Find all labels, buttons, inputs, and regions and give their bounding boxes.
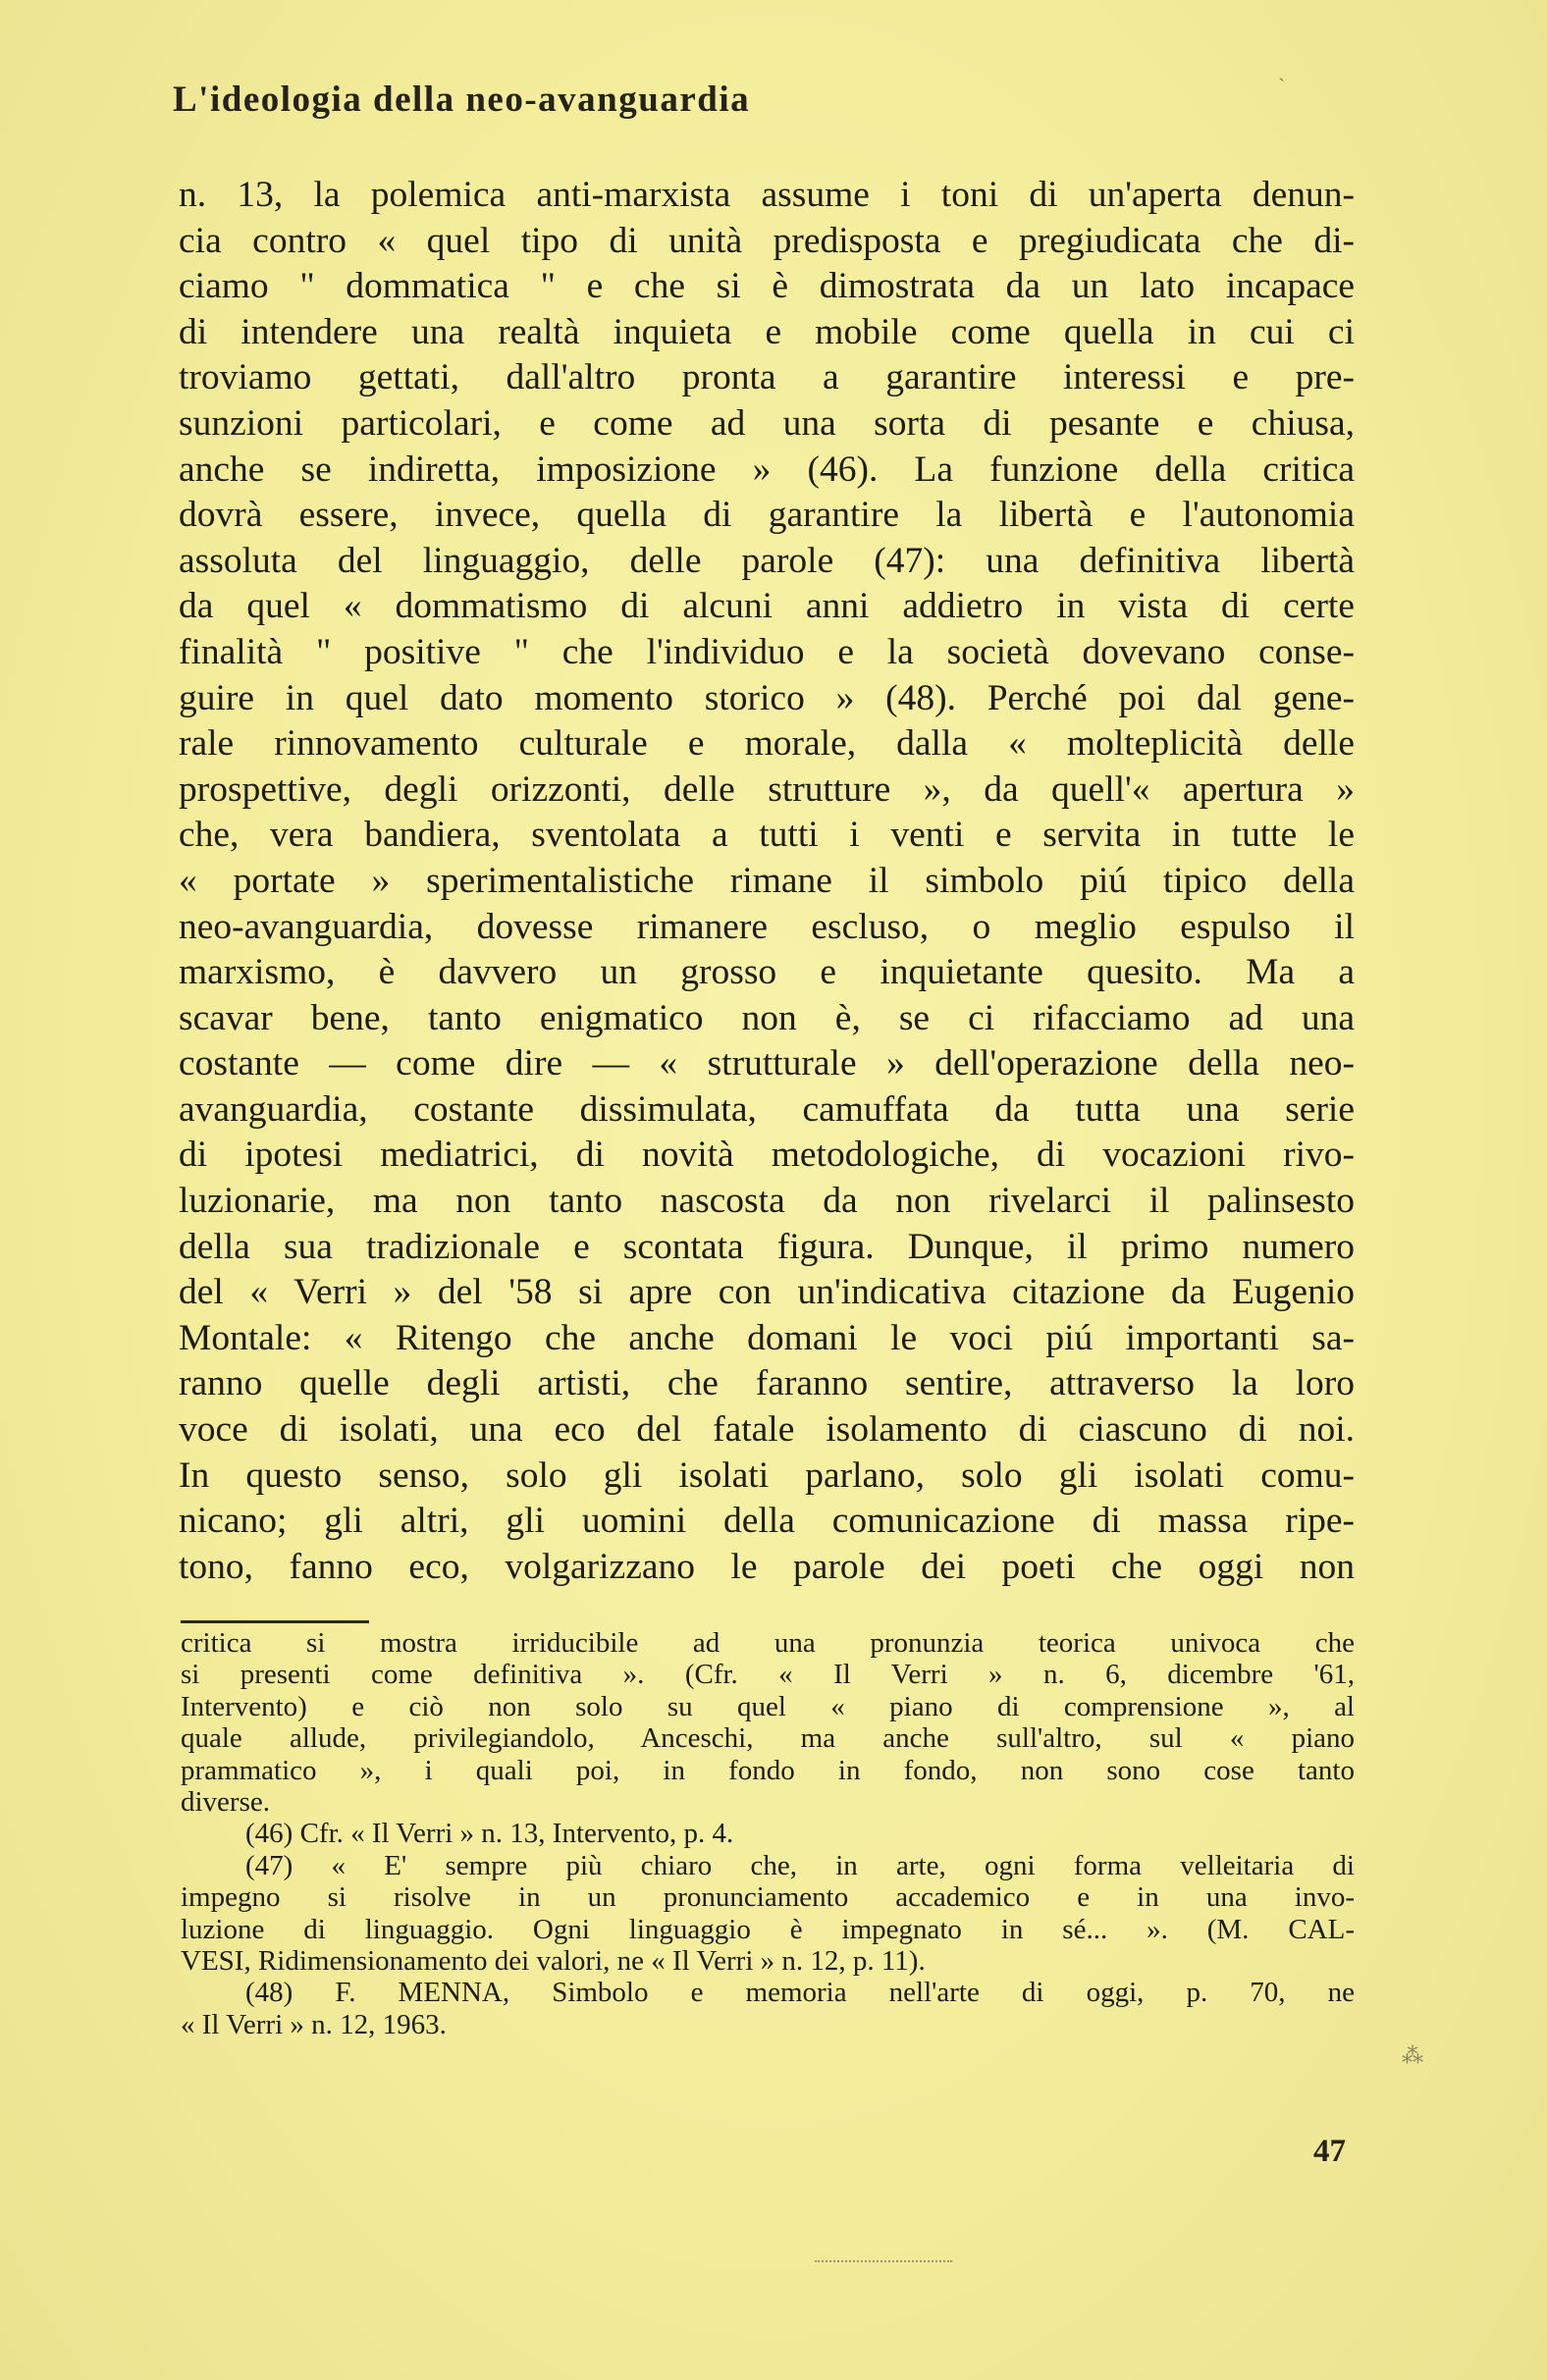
body-line: n. 13, la polemica anti-marxista assume i toni di un'aperta denun- [179, 175, 1355, 215]
body-line: ciamo " dommatica " e che si è dimostrata da un lato incapace [179, 266, 1355, 307]
body-line: che, vera bandiera, sventolata a tutti i venti e servita in tutte le [179, 815, 1355, 856]
footnote-line: Intervento) e ciò non solo su quel « piano di comprensione », al [181, 1690, 1355, 1722]
body-line: voce di isolati, una eco del fatale isolamento di ciascuno di noi. [179, 1409, 1355, 1451]
footnote-line: luzione di linguaggio. Ogni linguaggio è impegnato in sé... ». (M. CAL- [181, 1913, 1355, 1945]
body-line: sunzioni particolari, e come ad una sorta di pesante e chiusa, [179, 402, 1355, 444]
body-text [179, 173, 1355, 1590]
body-line: tono, fanno eco, volgarizzano le parole dei poeti che oggi non [179, 1546, 1355, 1587]
body-line: cia contro « quel tipo di unità predisposta e pregiudicata che di- [179, 220, 1355, 261]
footnotes [181, 1627, 1355, 2040]
body-line: scavar bene, tanto enigmatico non è, se ci rifacciamo ad una [179, 997, 1355, 1038]
body-line: finalità " positive " che l'individuo e la società dovevano conse- [179, 631, 1355, 672]
footnote-line: quale allude, privilegiandolo, Anceschi, ma anche sull'altro, sul « piano [181, 1722, 1355, 1755]
body-line: neo-avanguardia, dovesse rimanere escluso, o meglio espulso il [179, 906, 1355, 947]
body-line: ranno quelle degli artisti, che faranno sentire, attraverso la loro [179, 1363, 1355, 1404]
body-line: assoluta del linguaggio, delle parole (47): una definitiva libertà [179, 540, 1355, 581]
body-line: nicano; gli altri, gli uomini della comunicazione di massa ripe- [179, 1501, 1355, 1542]
body-line: avanguardia, costante dissimulata, camuffata da tutta una serie [179, 1088, 1355, 1130]
paper-speck: ⁂ [1402, 2043, 1423, 2068]
footnote-line: « Il Verri » n. 12, 1963. [181, 2008, 447, 2040]
body-line: dovrà essere, invece, quella di garantire la libertà e l'autonomia [179, 495, 1355, 536]
body-line: da quel « dommatismo di alcuni anni addietro in vista di certe [179, 586, 1355, 627]
body-line: anche se indiretta, imposizione » (46). La funzione della critica [179, 449, 1355, 490]
footnote-line: prammatico », i quali poi, in fondo in fondo, non sono cose tanto [181, 1754, 1355, 1786]
body-line: rale rinnovamento culturale e morale, dalla « molteplicità delle [179, 723, 1355, 765]
paper-speck: ˎ [1278, 57, 1286, 81]
footnote-line: (47) « E' sempre più chiaro che, in arte, ogni forma velleitaria di [245, 1849, 1355, 1881]
footnote-line: si presenti come definitiva ». (Cfr. « Il Verri » n. 6, dicembre '61, [181, 1659, 1355, 1691]
body-line: della sua tradizionale e scontata figura. Dunque, il primo numero [179, 1226, 1355, 1267]
body-line: costante — come dire — « strutturale » dell'operazione della neo- [179, 1043, 1355, 1084]
footnote-line: impegno si risolve in un pronunciamento accademico e in una invo- [181, 1881, 1355, 1914]
body-line: troviamo gettati, dall'altro pronta a garantire interessi e pre- [179, 357, 1355, 398]
footnote-line: VESI, Ridimensionamento dei valori, ne « Il Verri » n. 12, p. 11). [181, 1944, 926, 1977]
body-line: marxismo, è davvero un grosso e inquietante quesito. Ma a [179, 952, 1355, 993]
body-line: In questo senso, solo gli isolati parlano, solo gli isolati comu- [179, 1454, 1355, 1496]
body-line: guire in quel dato momento storico » (48). Perché poi dal gene- [179, 677, 1355, 718]
body-line: luzionarie, ma non tanto nascosta da non rivelarci il palinsesto [179, 1181, 1355, 1222]
footnote-line: (46) Cfr. « Il Verri » n. 13, Intervento, p. 4. [245, 1818, 734, 1850]
body-line: del « Verri » del '58 si apre con un'indicativa citazione da Eugenio [179, 1272, 1355, 1313]
page-number: 47 [1313, 2134, 1346, 2169]
footnote-line: critica si mostra irriducibile ad una pronunzia teorica univoca che [181, 1627, 1355, 1659]
body-line: di ipotesi mediatrici, di novità metodologiche, di vocazioni rivo- [179, 1135, 1355, 1176]
body-line: prospettive, degli orizzonti, delle strutture », da quell'« apertura » [179, 768, 1355, 810]
body-line: Montale: « Ritengo che anche domani le voci piú importanti sa- [179, 1317, 1355, 1358]
pencil-mark [815, 2260, 952, 2262]
body-line: di intendere una realtà inquieta e mobile come quella in cui ci [179, 311, 1355, 352]
footnote-line: diverse. [181, 1785, 270, 1818]
running-head: L'ideologia della neo-avanguardia [173, 79, 751, 120]
footnote-rule [181, 1620, 369, 1623]
footnote-line: (48) F. MENNA, Simbolo e memoria nell'arte di oggi, p. 70, ne [245, 1977, 1355, 2009]
body-line: « portate » sperimentalistiche rimane il simbolo piú tipico della [179, 860, 1355, 901]
